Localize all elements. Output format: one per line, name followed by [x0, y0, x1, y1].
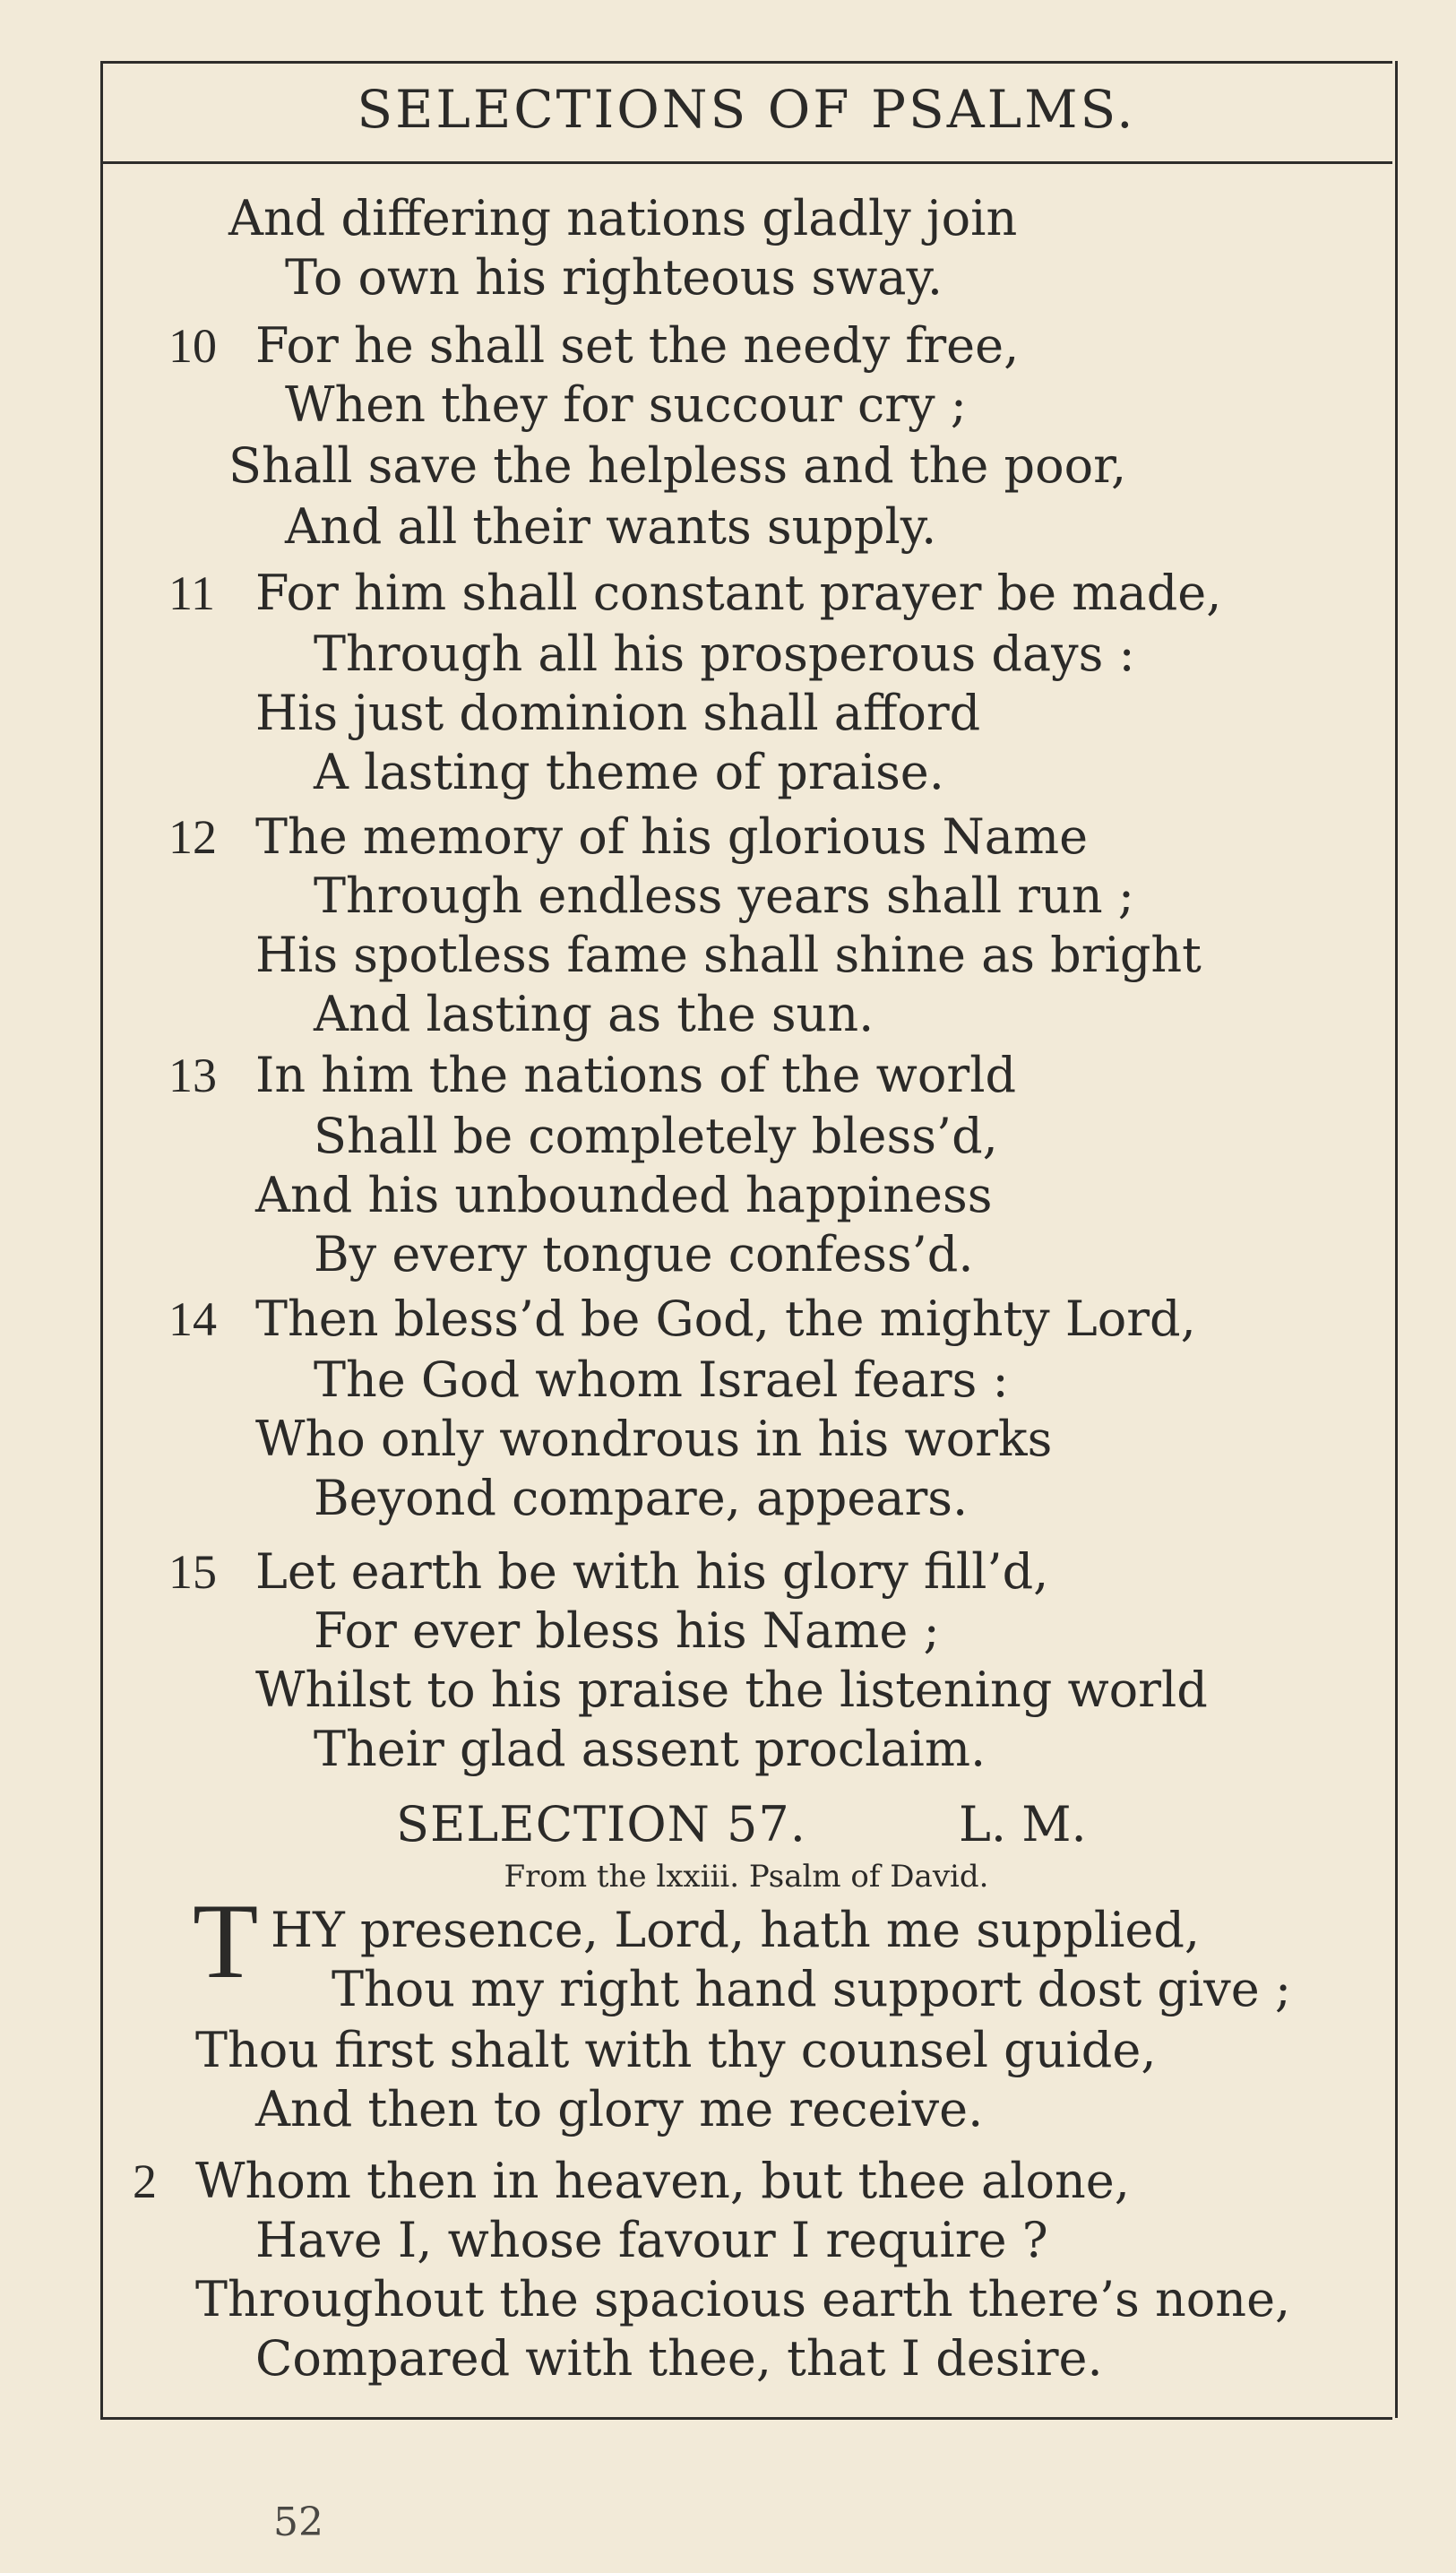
verse-line: His just dominion shall afford: [255, 685, 981, 741]
drop-cap: T: [193, 1881, 259, 2000]
verse-line: Throughout the spacious earth there’s none,: [195, 2271, 1291, 2327]
verse-line: The memory of his glorious Name: [255, 808, 1089, 865]
verse-number: 2: [133, 2154, 157, 2208]
verse-line: For he shall set the needy free,: [255, 317, 1020, 374]
page-header-title: SELECTIONS OF PSALMS.: [357, 79, 1136, 140]
page-number: 52: [273, 2500, 323, 2545]
selection-title: SELECTION 57.: [396, 1796, 806, 1852]
verse-line: To own his righteous sway.: [285, 249, 943, 306]
verse-line: Thou my right hand support dost give ;: [332, 1961, 1292, 2017]
verse-line: Beyond compare, appears.: [314, 1470, 969, 1526]
verse-line: Who only wondrous in his works: [255, 1411, 1053, 1467]
verse-line: Through all his prosperous days :: [314, 626, 1135, 682]
verse-number: 11: [168, 566, 215, 620]
verse-number: 15: [168, 1545, 217, 1599]
verse-number: 14: [168, 1292, 217, 1346]
verse-line: When they for succour cry ;: [285, 376, 967, 433]
verse-line: And his unbounded happiness: [255, 1167, 993, 1223]
verse-line: Whom then in heaven, but thee alone,: [195, 2153, 1130, 2209]
verse-line: Compared with thee, that I desire.: [255, 2330, 1103, 2387]
verse-number: 10: [168, 319, 217, 373]
verse-line: And all their wants supply.: [285, 498, 937, 555]
verse-line: And differing nations gladly join: [228, 190, 1018, 246]
verse-line: In him the nations of the world: [255, 1047, 1017, 1103]
selection-subtitle: From the lxxiii. Psalm of David.: [504, 1859, 989, 1895]
verse-line: Whilst to his praise the listening world: [255, 1662, 1208, 1718]
verse-line: A lasting theme of praise.: [314, 744, 944, 800]
verse-number: 12: [168, 810, 217, 864]
verse-line: Through endless years shall run ;: [314, 868, 1134, 924]
verse-line: Then bless’d be God, the mighty Lord,: [255, 1291, 1196, 1347]
verse-line: Shall save the helpless and the poor,: [228, 437, 1127, 494]
verse-line: And then to glory me receive.: [255, 2081, 984, 2137]
selection-meter: L. M.: [959, 1796, 1087, 1852]
verse-line: The God whom Israel fears :: [314, 1351, 1009, 1408]
verse-line: And lasting as the sun.: [314, 986, 874, 1042]
verse-number: 13: [168, 1049, 217, 1102]
verse-line: Thou first shalt with thy counsel guide,: [195, 2022, 1157, 2078]
verse-line: Their glad assent proclaim.: [314, 1721, 986, 1777]
verse-line: By every tongue confess’d.: [314, 1226, 974, 1282]
verse-line: His spotless fame shall shine as bright: [255, 927, 1202, 983]
verse-line: For ever bless his Name ;: [314, 1602, 940, 1659]
verse-line: Let earth be with his glory fill’d,: [255, 1543, 1049, 1600]
verse-line: Shall be completely bless’d,: [314, 1108, 998, 1164]
verse-line: HY presence, Lord, hath me supplied,: [271, 1902, 1201, 1958]
verse-line: For him shall constant prayer be made,: [255, 565, 1222, 621]
verse-line: Have I, whose favour I require ?: [255, 2212, 1048, 2268]
